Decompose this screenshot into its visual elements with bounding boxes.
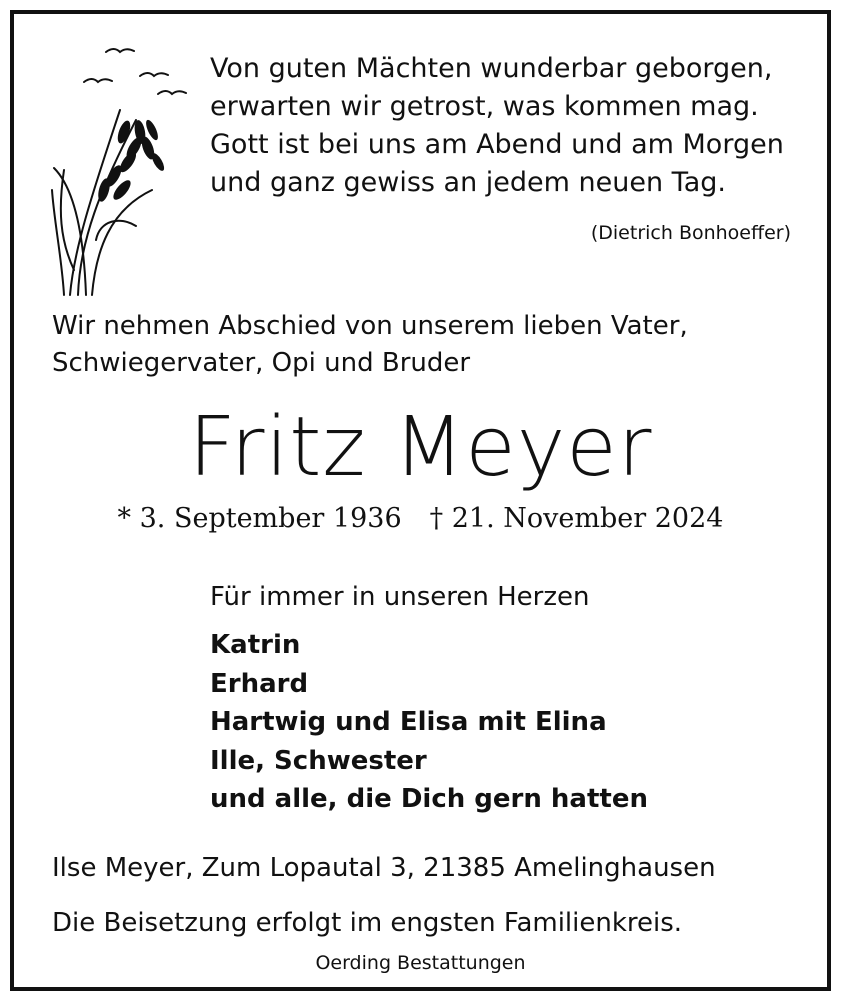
- burial-note: Die Beisetzung erfolgt im engsten Familienkreis.: [52, 908, 683, 938]
- poem-attribution: (Dietrich Bonhoeffer): [590, 222, 791, 244]
- poem-line: Von guten Mächten wunderbar geborgen,: [210, 53, 773, 84]
- poem-line: Gott ist bei uns am Abend und am Morgen: [210, 129, 784, 160]
- death-date: † 21. November 2024: [429, 503, 724, 534]
- mourner-name: Katrin: [210, 630, 301, 660]
- mourner-name: Ille, Schwester: [210, 745, 427, 776]
- poem: [210, 50, 800, 202]
- address: Ilse Meyer, Zum Lopautal 3, 21385 Amelinghausen: [52, 853, 716, 883]
- mourners-heading: Für immer in unseren Herzen: [210, 582, 590, 612]
- grass-and-birds-icon: [40, 40, 200, 300]
- deceased-name: Fritz Meyer: [188, 400, 653, 495]
- mourners-list: [210, 626, 648, 819]
- undertaker: Oerding Bestattungen: [315, 952, 526, 974]
- intro-line: Schwiegervater, Opi und Bruder: [52, 348, 471, 378]
- mourner-name: und alle, die Dich gern hatten: [210, 784, 648, 814]
- intro-line: Wir nehmen Abschied von unserem lieben Vater,: [52, 311, 688, 341]
- mourner-name: Hartwig und Elisa mit Elina: [210, 707, 607, 737]
- farewell-intro: [52, 308, 772, 382]
- mourner-name: Erhard: [210, 668, 309, 699]
- poem-line: und ganz gewiss an jedem neuen Tag.: [210, 167, 726, 198]
- poem-line: erwarten wir getrost, was kommen mag.: [210, 91, 759, 122]
- birth-date: * 3. September 1936: [117, 503, 402, 534]
- life-dates: [0, 503, 841, 534]
